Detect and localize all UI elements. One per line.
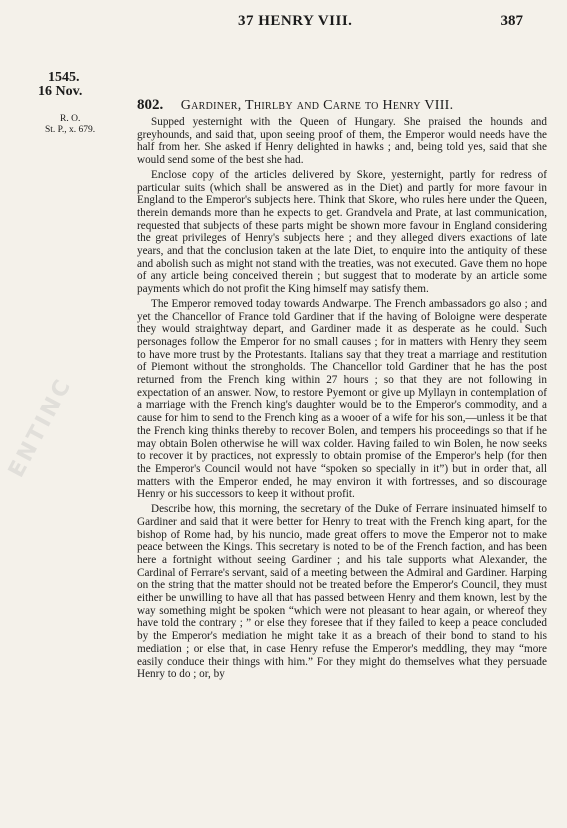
page-number: 387 bbox=[500, 13, 523, 29]
paragraph: Enclose copy of the articles delivered by Skore, yesternight, partly for redress of particular suits (which shall be answered as in the Diet) and partly for more favour in England to the Emperor's subjects here. Think that Skore, who rules here under the Queen, therein demands more than he expects to get. Grandvela and Prate, at last communication, requested that subjects of these parts might be shown more favour in England considering the great privileges of Henry's subjects here ; and they alleged divers exactions of late years, and that the conclusion taken at the late Diet, to enquire into the antiquity of these and abolish such as might not stand with the treaties, was not executed. Gave them no hope of any article being conceived therein ; but suggest that to moderate by an article some payments which do not profit the King himself may satisfy them. bbox=[137, 168, 547, 296]
margin-source-line2: St. P., x. 679. bbox=[45, 125, 96, 135]
margin-source-line1: R. O. bbox=[60, 114, 81, 124]
paragraph: Describe how, this morning, the secretary of the Duke of Ferrare insinuated himself to Gardiner and said that it were better for Henry to treat with the French king apart, for the bishop of Rome had, by his nuncio, made great offers to move the Emperor not to make peace between the Kings. This secretary is noted to be of the French faction, and has been here a fortnight without seeing Gardiner ; and his tale supports what Alexander, the Cardinal of Ferrare's servant, said of a meeting between the Admiral and Gardiner. Harping on the string that the matter should not be treated before the Emperor's Council, they must either be unwilling to have all that has passed between Henry and them known, lest by the way something might be spoken “which were not pleasant to hear again, or whereof they have told the contrary ; ” or else they foresee that if they failed to keep a peace concluded by the Emperor's mediation he might take it as a breach of their bond to stand to his mediation ; or else that, in case Henry refuse the Emperor's meddling, they may “more easily conduce their things with him.” For they might do themselves what they persuade Henry to do ; or, by bbox=[137, 503, 547, 681]
paragraph: The Emperor removed today towards Andwarpe. The French ambassadors go also ; and yet the Chancellor of France told Gardiner that if the having of Boloigne were desperate they would straightway depart, and Gardiner made it as desperate as he could. Such personages follow the Emperor for no small causes ; for in matters with Henry they seem to have more trust by the Protestants. Italians say that they treat a marriage and restitution of Piemont without the strongholds. The Chancellor told Gardiner that he has the post returned from the French king within 27 hours ; so that they are not following in expectation of an answer. Now, to restore Pyemont or give up Myllayn in contemplation of a marriage with the French king's daughter would be to the Emperor's commodity, and a cause for him to send to the French king as a wooer of a wife for his son,—unless it be that the French king thinks thereby to recover Bolen, and tempers his proceedings so that if he may obtain Bolen otherwise he will wax colder. Having failed to win Bolen, he now seeks to recover it by practices, not expressly to obtain promise of the Emperor's help (for then the Emperor's Council would not have “spoken so specially in it”) but in order that, all matters with the Emperor ended, he may environ it with fortresses, and so discourage Henry or his successors to keep it without profit. bbox=[137, 297, 547, 501]
running-title: 37 HENRY VIII. bbox=[238, 13, 353, 29]
entry-title: Gardiner, Thirlby and Carne to Henry VIII. bbox=[180, 98, 454, 113]
entry-number: 802. bbox=[137, 97, 164, 113]
entry-header bbox=[137, 97, 547, 114]
margin-year: 1545. bbox=[48, 70, 80, 85]
running-head bbox=[0, 13, 567, 35]
margin-date: 16 Nov. bbox=[38, 84, 83, 99]
watermark: ENTINC bbox=[4, 373, 78, 482]
entry-body bbox=[137, 116, 547, 683]
paragraph: Supped yesternight with the Queen of Hungary. She praised the hounds and greyhounds, and said that, upon seeing proof of them, the Emperor would needs have the half from her. She asked if Henry delighted in hawks ; and, being told yes, said that she would send some of the best she had. bbox=[137, 116, 547, 167]
